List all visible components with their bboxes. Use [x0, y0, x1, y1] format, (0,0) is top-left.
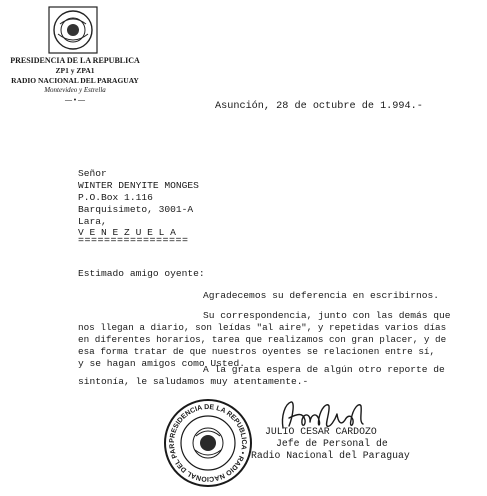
body-paragraph-1: Agradecemos su deferencia en escribirnos.	[203, 290, 440, 301]
recipient-state: Lara,	[78, 216, 107, 227]
letterhead-line-address: Montevideo y Estrella	[44, 86, 106, 94]
body-paragraph-2-line-2: nos llegan a diario, son leídas "al aire", y repetidas varios días	[78, 322, 447, 333]
recipient-salutation: Señor	[78, 168, 107, 179]
body-paragraph-3-line-2: sintonía, le saludamos muy atentamente.-	[78, 376, 309, 387]
body-paragraph-2-line-5: y se hagan amigos como Usted.	[78, 358, 245, 369]
date-line: Asunción, 28 de octubre de 1.994.-	[215, 101, 423, 112]
letterhead-line-callsigns: ZP1 y ZPA1	[55, 66, 95, 75]
signatory-title: Jefe de Personal de	[276, 438, 388, 449]
signatory-organization: Radio Nacional del Paraguay	[251, 450, 410, 461]
recipient-name: WINTER DENYITE MONGES	[78, 180, 199, 191]
body-paragraph-2-line-1: Su correspondencia, junto con las demás que	[203, 310, 451, 321]
letterhead-line-radio: RADIO NACIONAL DEL PARAGUAY	[11, 76, 139, 85]
letterhead-ornament: — • —	[65, 96, 85, 104]
letterhead-line-presidencia: PRESIDENCIA DE LA REPUBLICA	[10, 56, 140, 65]
recipient-city: Barquisimeto, 3001-A	[78, 204, 194, 215]
body-paragraph-2-line-4: esa forma tratar de que nuestros oyentes se relacionen entre sí,	[78, 346, 436, 357]
body-paragraph-2-line-3: en diferentes horarios, tarea que realizamos con gran placer, y de	[78, 334, 447, 345]
recipient-country: V E N E Z U E L A	[78, 227, 176, 238]
recipient-po-box: P.O.Box 1.116	[78, 192, 153, 203]
signatory-name: JULIO CESAR CARDOZO	[265, 426, 377, 437]
greeting: Estimado amigo oyente:	[78, 268, 205, 279]
recipient-underline: =================	[78, 236, 189, 247]
letterhead-seal	[48, 6, 98, 54]
body-paragraph-3-line-1: A la grata espera de algún otro reporte de	[203, 364, 445, 375]
official-stamp	[163, 398, 253, 488]
stamp-ring-text: PRESIDENCIA DE LA REPUBLICA • RADIO NACIONAL DEL PAR	[168, 403, 248, 483]
